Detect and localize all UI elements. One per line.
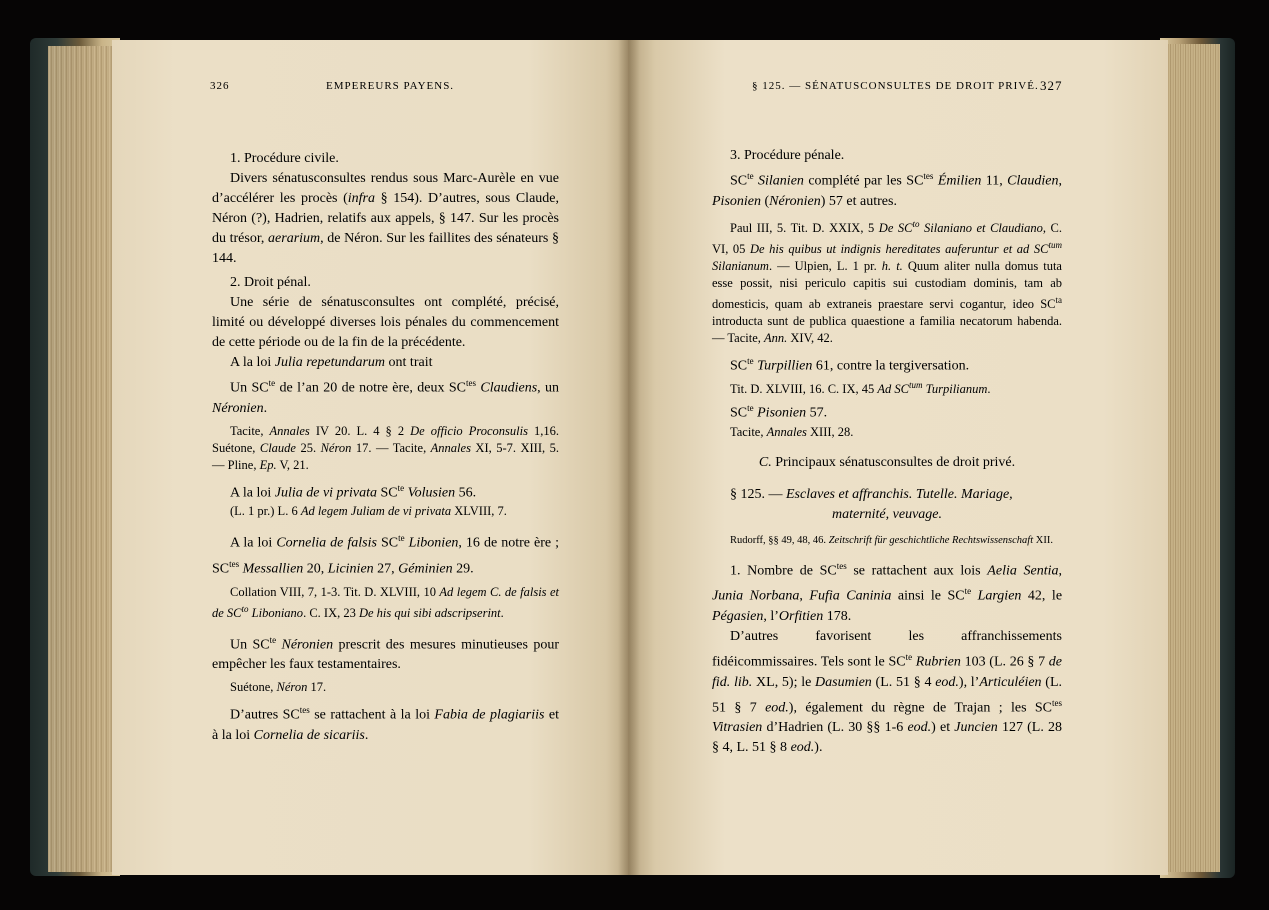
left-running-head: EMPEREURS PAYENS. bbox=[326, 80, 455, 92]
left-page-number: 326 bbox=[210, 80, 230, 92]
right-paragraph: $SC^{te}$ Silanien complété par les $SC^{tes}$ Émilien 11, Claudien, Pisonien (Néronien) 57 et autres. bbox=[712, 171, 1062, 209]
left-paragraph: 2. Droit pénal. bbox=[230, 275, 311, 290]
right-paragraph: § 125. — Esclaves et affranchis. Tutelle. Mariage, bbox=[730, 486, 1013, 502]
right-page-number: 327 bbox=[1040, 78, 1063, 93]
left-paragraph: Tacite, Annales IV 20. L. 4 § 2 De officio Proconsulis 1,16. Suétone, Claude 25. Néron 17. — Tacite, Annales XI, 5-7. XIII, 5. — Pline, Ep. V, 21. bbox=[212, 423, 559, 472]
left-paragraph: D’autres $SC^{tes}$ se rattachent à la loi Fabia de plagiariis et à la loi Cornelia de sicariis. bbox=[212, 705, 559, 744]
right-paragraph: $SC^{te}$ Pisonien 57. bbox=[730, 402, 828, 421]
left-paragraph: (L. 1 pr.) L. 6 Ad legem Juliam de vi privata XLVIII, 7. bbox=[230, 504, 507, 519]
left-paragraph: A la loi Julia repetundarum ont trait bbox=[230, 355, 433, 370]
left-paragraph: Un $SC^{te}$ Néronien prescrit des mesures minutieuses pour empêcher les faux testamentaires. bbox=[212, 634, 560, 673]
left-page-edges bbox=[48, 46, 120, 872]
right-paragraph: Tit. D. XLVIII, 16. C. IX, 45 Ad $SC^{tum}$ Turpilianum. bbox=[730, 379, 991, 396]
right-paragraph: 1. Nombre de $SC^{tes}$ se rattachent aux lois Aelia Sentia, Junia Norbana, Fufia Caninia ainsi le $SC^{te}$ Largien 42, le Pégasien, l’Orfitien 178. bbox=[712, 560, 1063, 624]
right-paragraph: maternité, veuvage. bbox=[831, 506, 942, 522]
left-paragraph: Divers sénatusconsultes rendus sous Marc-Aurèle en vue d’accélérer les procès (infra § 154). D’autres, sous Claude, Néron (?), Hadrien, relatifs aux appels, § 147. Sur les procès du trésor, aerarium, de Néron. Sur les faillites des sénateurs § 144. bbox=[212, 171, 559, 266]
left-paragraph: A la loi Cornelia de falsis $SC^{te}$ Libonien, 16 de notre ère ; $SC^{tes}$ Messallien 20, Licinien 27, Géminien 29. bbox=[212, 533, 560, 577]
right-running-head: § 125. — SÉNATUSCONSULTES DE DROIT PRIVÉ. bbox=[752, 80, 1039, 92]
right-paragraph: Rudorff, §§ 49, 48, 46. Zeitschrift für geschichtliche Rechtswissenschaft XII. bbox=[730, 534, 1053, 546]
left-paragraph: Suétone, Néron 17. bbox=[230, 680, 327, 695]
right-paragraph: Paul III, 5. Tit. D. XXIX, 5 De $SC^{to}$ Silaniano et Claudiano, C. VI, 05 De his quibus ut indignis hereditates auferuntur et ad $SC^{tum}$ Silanianum. — Ulpien, L. 1 pr. h. t. Quum aliter nulla domus tuta esse possit, nisi periculo capitis sui custodiam dominis, tam ab domesticis, quam ab extraneis praestare servi cogantur, ideo $SC^{ta}$ introducta sunt de publica quaestione a familia necatorum habenda. — Tacite, Ann. XIV, 42. bbox=[712, 218, 1062, 346]
right-paragraph: Tacite, Annales XIII, 28. bbox=[730, 424, 854, 439]
right-paragraph: $SC^{te}$ Turpillien 61, contre la tergiversation. bbox=[730, 356, 970, 374]
left-page-text bbox=[212, 149, 559, 746]
left-paragraph: Collation VIII, 7, 1-3. Tit. D. XLVIII, 10 Ad legem C. de falsis et de $SC^{to}$ Liboniano. C. IX, 23 De his qui sibi adscripserint. bbox=[212, 584, 559, 620]
right-page-edges bbox=[1165, 44, 1220, 872]
book-gutter bbox=[618, 40, 640, 875]
right-paragraph: D’autres favorisent les affranchissements fidéicommissaires. Tels sont le $SC^{te}$ Rubrien 103 (L. 26 § 7 de fid. lib. XL, 5); le Dasumien (L. 51 § 4 eod.), l’Articuléien (L. 51 § 7 eod.), également du règne de Trajan ; les $SC^{tes}$ Vitrasien d’Hadrien (L. 30 §§ 1-6 eod.) et Juncien 127 (L. 28 § 4, L. 51 § 8 eod.). bbox=[712, 628, 1063, 756]
right-paragraph: 3. Procédure pénale. bbox=[730, 148, 845, 163]
right-paragraph: C. Principaux sénatusconsultes de droit privé. bbox=[758, 454, 1016, 470]
right-page-text bbox=[712, 146, 1062, 758]
left-paragraph: Une série de sénatusconsultes ont complété, précisé, limité ou développé diverses lois pénales du commencement de cette période ou de la fin de la précédente. bbox=[212, 295, 559, 350]
left-paragraph: Un $SC^{te}$ de l’an 20 de notre ère, deux $SC^{tes}$ Claudiens, un Néronien. bbox=[212, 378, 560, 416]
left-paragraph: 1. Procédure civile. bbox=[230, 151, 339, 166]
left-paragraph: A la loi Julia de vi privata $SC^{te}$ Volusien 56. bbox=[230, 482, 477, 501]
